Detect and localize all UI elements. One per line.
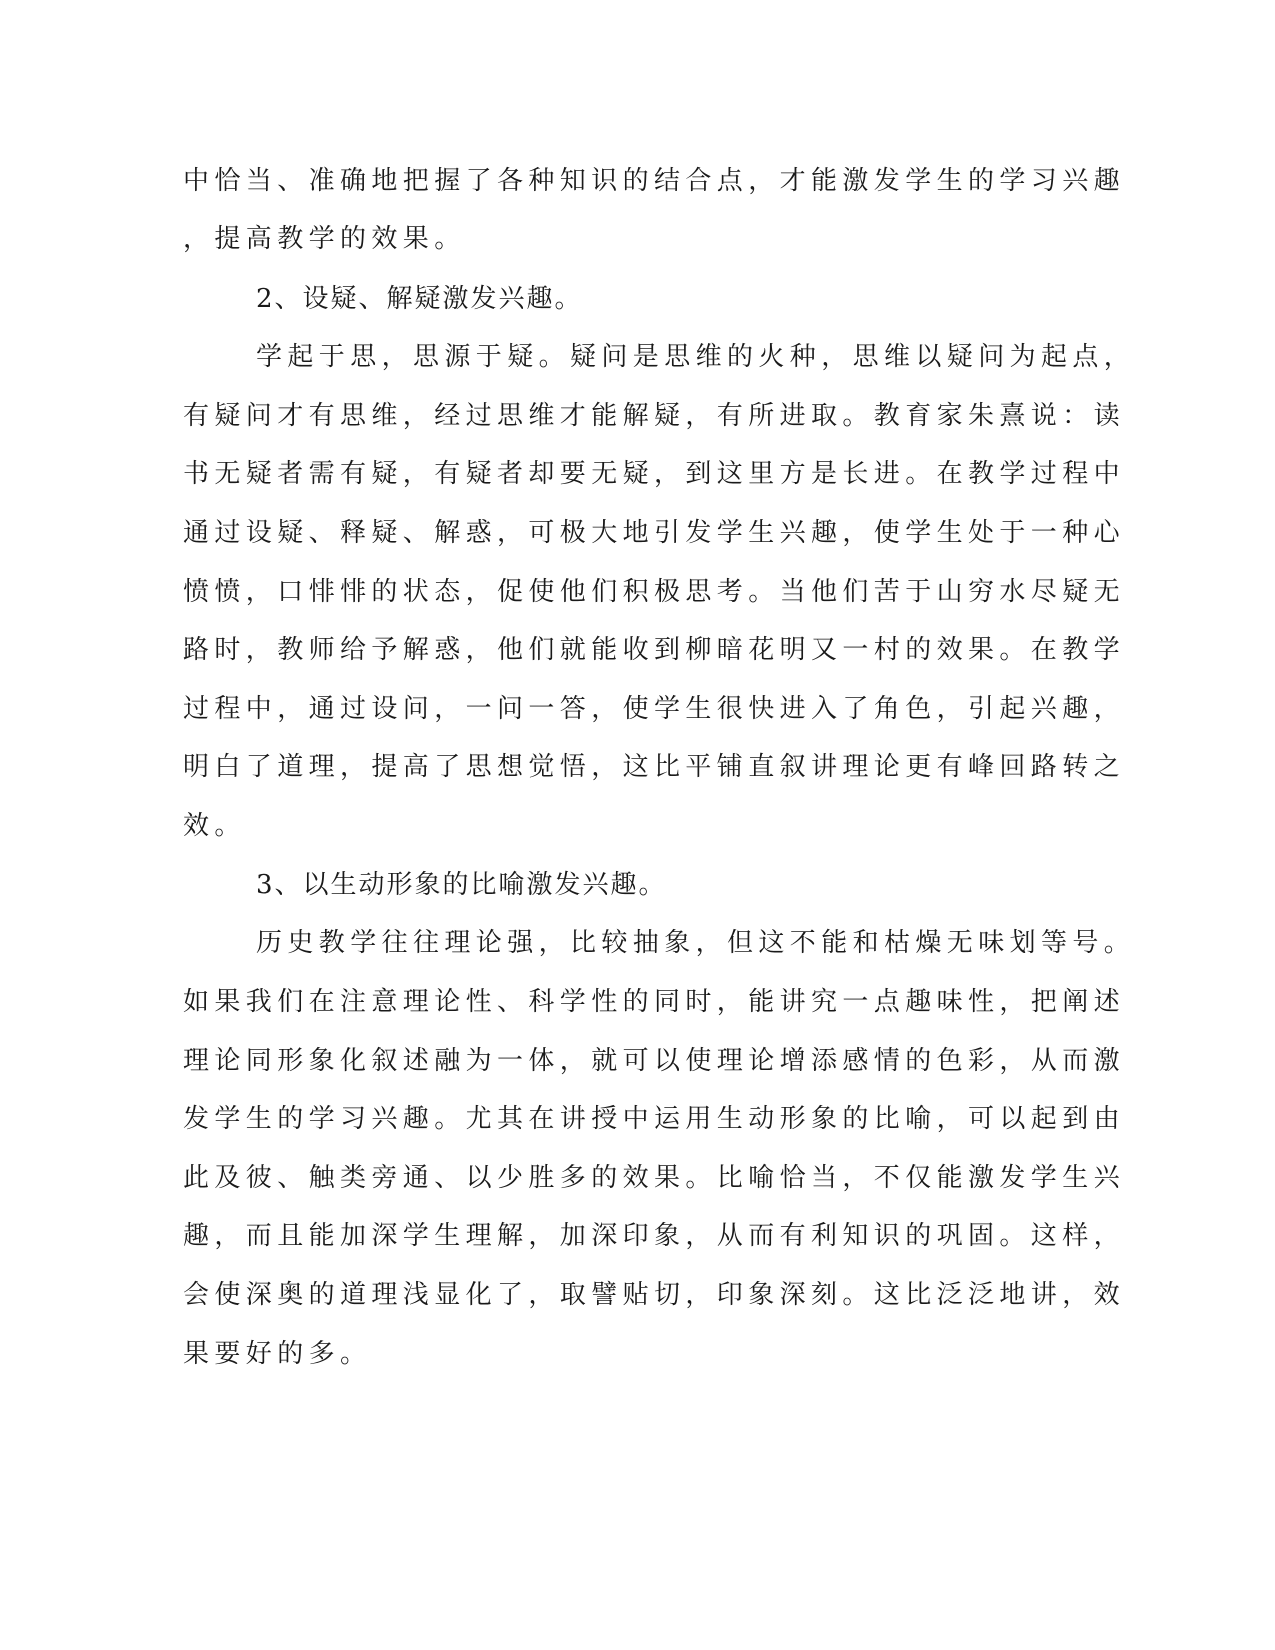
- paragraph-line: 中恰当、准确地把握了各种知识的结合点，才能激发学生的学习兴趣: [183, 166, 1126, 196]
- paragraph-line: 书无疑者需有疑，有疑者却要无疑，到这里方是长进。在教学过程中: [183, 459, 1126, 489]
- paragraph-line: 历史教学往往理论强，比较抽象，但这不能和枯燥无味划等号。: [256, 928, 1136, 958]
- paragraph-line: 过程中，通过设问，一问一答，使学生很快进入了角色，引起兴趣，: [183, 694, 1126, 724]
- section-heading-2: 2、设疑、解疑激发兴趣。: [256, 284, 583, 314]
- paragraph-line: 趣，而且能加深学生理解，加深印象，从而有利知识的巩固。这样，: [183, 1221, 1126, 1251]
- paragraph-line: 发学生的学习兴趣。尤其在讲授中运用生动形象的比喻，可以起到由: [183, 1104, 1126, 1134]
- paragraph-line: 果要好的多。: [183, 1339, 372, 1369]
- paragraph-line: 会使深奥的道理浅显化了，取譬贴切，印象深刻。这比泛泛地讲，效: [183, 1280, 1126, 1310]
- paragraph-line: ，提高教学的效果。: [183, 224, 466, 254]
- paragraph-line: 通过设疑、释疑、解惑，可极大地引发学生兴趣，使学生处于一种心: [183, 518, 1126, 548]
- paragraph-line: 理论同形象化叙述融为一体，就可以使理论增添感情的色彩，从而激: [183, 1046, 1126, 1076]
- section-heading-3: 3、以生动形象的比喻激发兴趣。: [256, 870, 667, 900]
- paragraph-line: 学起于思，思源于疑。疑问是思维的火种，思维以疑问为起点，: [256, 342, 1136, 372]
- paragraph-line: 如果我们在注意理论性、科学性的同时，能讲究一点趣味性，把阐述: [183, 987, 1126, 1017]
- paragraph-line: 效。: [183, 811, 246, 841]
- paragraph-line: 明白了道理，提高了思想觉悟，这比平铺直叙讲理论更有峰回路转之: [183, 752, 1126, 782]
- paragraph-line: 有疑问才有思维，经过思维才能解疑，有所进取。教育家朱熹说：读: [183, 401, 1126, 431]
- paragraph-line: 愤愤，口悱悱的状态，促使他们积极思考。当他们苦于山穷水尽疑无: [183, 577, 1126, 607]
- paragraph-line: 路时，教师给予解惑，他们就能收到柳暗花明又一村的效果。在教学: [183, 635, 1126, 665]
- paragraph-line: 此及彼、触类旁通、以少胜多的效果。比喻恰当，不仅能激发学生兴: [183, 1163, 1126, 1193]
